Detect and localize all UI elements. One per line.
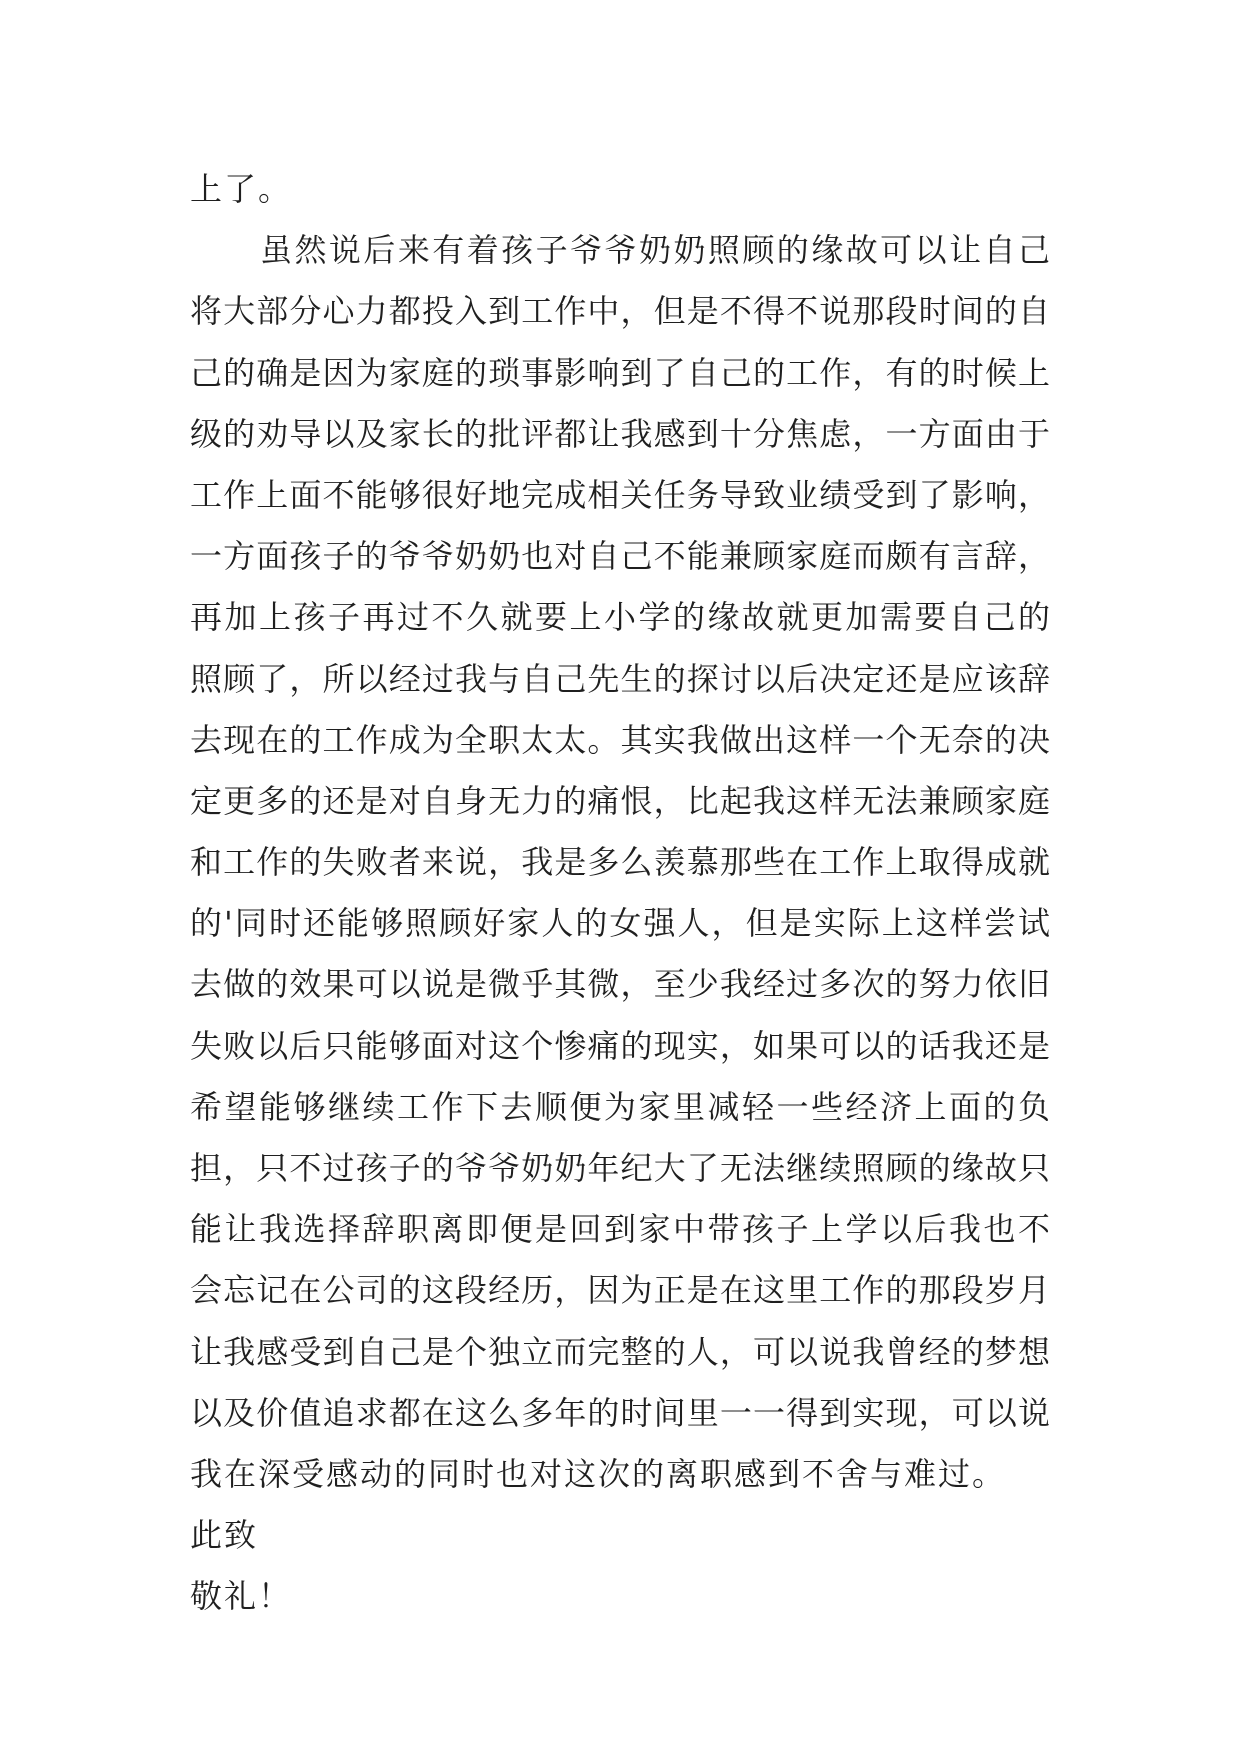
closing-regards: 敬礼！ xyxy=(190,1577,293,1616)
text-line: 失败以后只能够面对这个惨痛的现实，如果可以的话我还是 xyxy=(190,1026,1050,1065)
text-line: 上了。 xyxy=(190,170,293,208)
text-line: 定更多的还是对自身无力的痛恨，比起我这样无法兼顾家庭 xyxy=(190,781,1050,820)
text-line: 照顾了，所以经过我与自己先生的探讨以后决定还是应该辞 xyxy=(190,659,1050,698)
text-line: 会忘记在公司的这段经历，因为正是在这里工作的那段岁月 xyxy=(190,1271,1050,1310)
text-line: 一方面孩子的爷爷奶奶也对自己不能兼顾家庭而颇有言辞， xyxy=(190,537,1050,576)
letter-body xyxy=(190,159,1050,1628)
paragraph-first-line: 虽然说后来有着孩子爷爷奶奶照顾的缘故可以让自己 xyxy=(260,231,1050,270)
text-line: 己的确是因为家庭的琐事影响到了自己的工作，有的时候上 xyxy=(190,353,1050,392)
closing-salutation: 此致 xyxy=(190,1516,259,1555)
text-line: 工作上面不能够很好地完成相关任务导致业绩受到了影响， xyxy=(190,475,1050,514)
text-line: 将大部分心力都投入到工作中，但是不得不说那段时间的自 xyxy=(190,292,1050,331)
text-line: 去现在的工作成为全职太太。其实我做出这样一个无奈的决 xyxy=(190,720,1050,759)
text-line: 去做的效果可以说是微乎其微，至少我经过多次的努力依旧 xyxy=(190,965,1050,1004)
text-line: 再加上孩子再过不久就要上小学的缘故就更加需要自己的 xyxy=(190,598,1050,637)
text-line: 能让我选择辞职离即便是回到家中带孩子上学以后我也不 xyxy=(190,1210,1050,1249)
text-line: 以及价值追求都在这么多年的时间里一一得到实现，可以说 xyxy=(190,1393,1050,1432)
text-line: 级的劝导以及家长的批评都让我感到十分焦虑，一方面由于 xyxy=(190,414,1050,453)
text-line: 希望能够继续工作下去顺便为家里减轻一些经济上面的负 xyxy=(190,1087,1050,1126)
paragraph-last-line: 我在深受感动的同时也对这次的离职感到不舍与难过。 xyxy=(190,1454,1007,1493)
text-line: 的'同时还能够照顾好家人的女强人，但是实际上这样尝试 xyxy=(190,904,1050,943)
text-line: 让我感受到自己是个独立而完整的人，可以说我曾经的梦想 xyxy=(190,1332,1050,1371)
text-line: 和工作的失败者来说，我是多么羡慕那些在工作上取得成就 xyxy=(190,843,1050,882)
text-line: 担，只不过孩子的爷爷奶奶年纪大了无法继续照顾的缘故只 xyxy=(190,1149,1050,1187)
